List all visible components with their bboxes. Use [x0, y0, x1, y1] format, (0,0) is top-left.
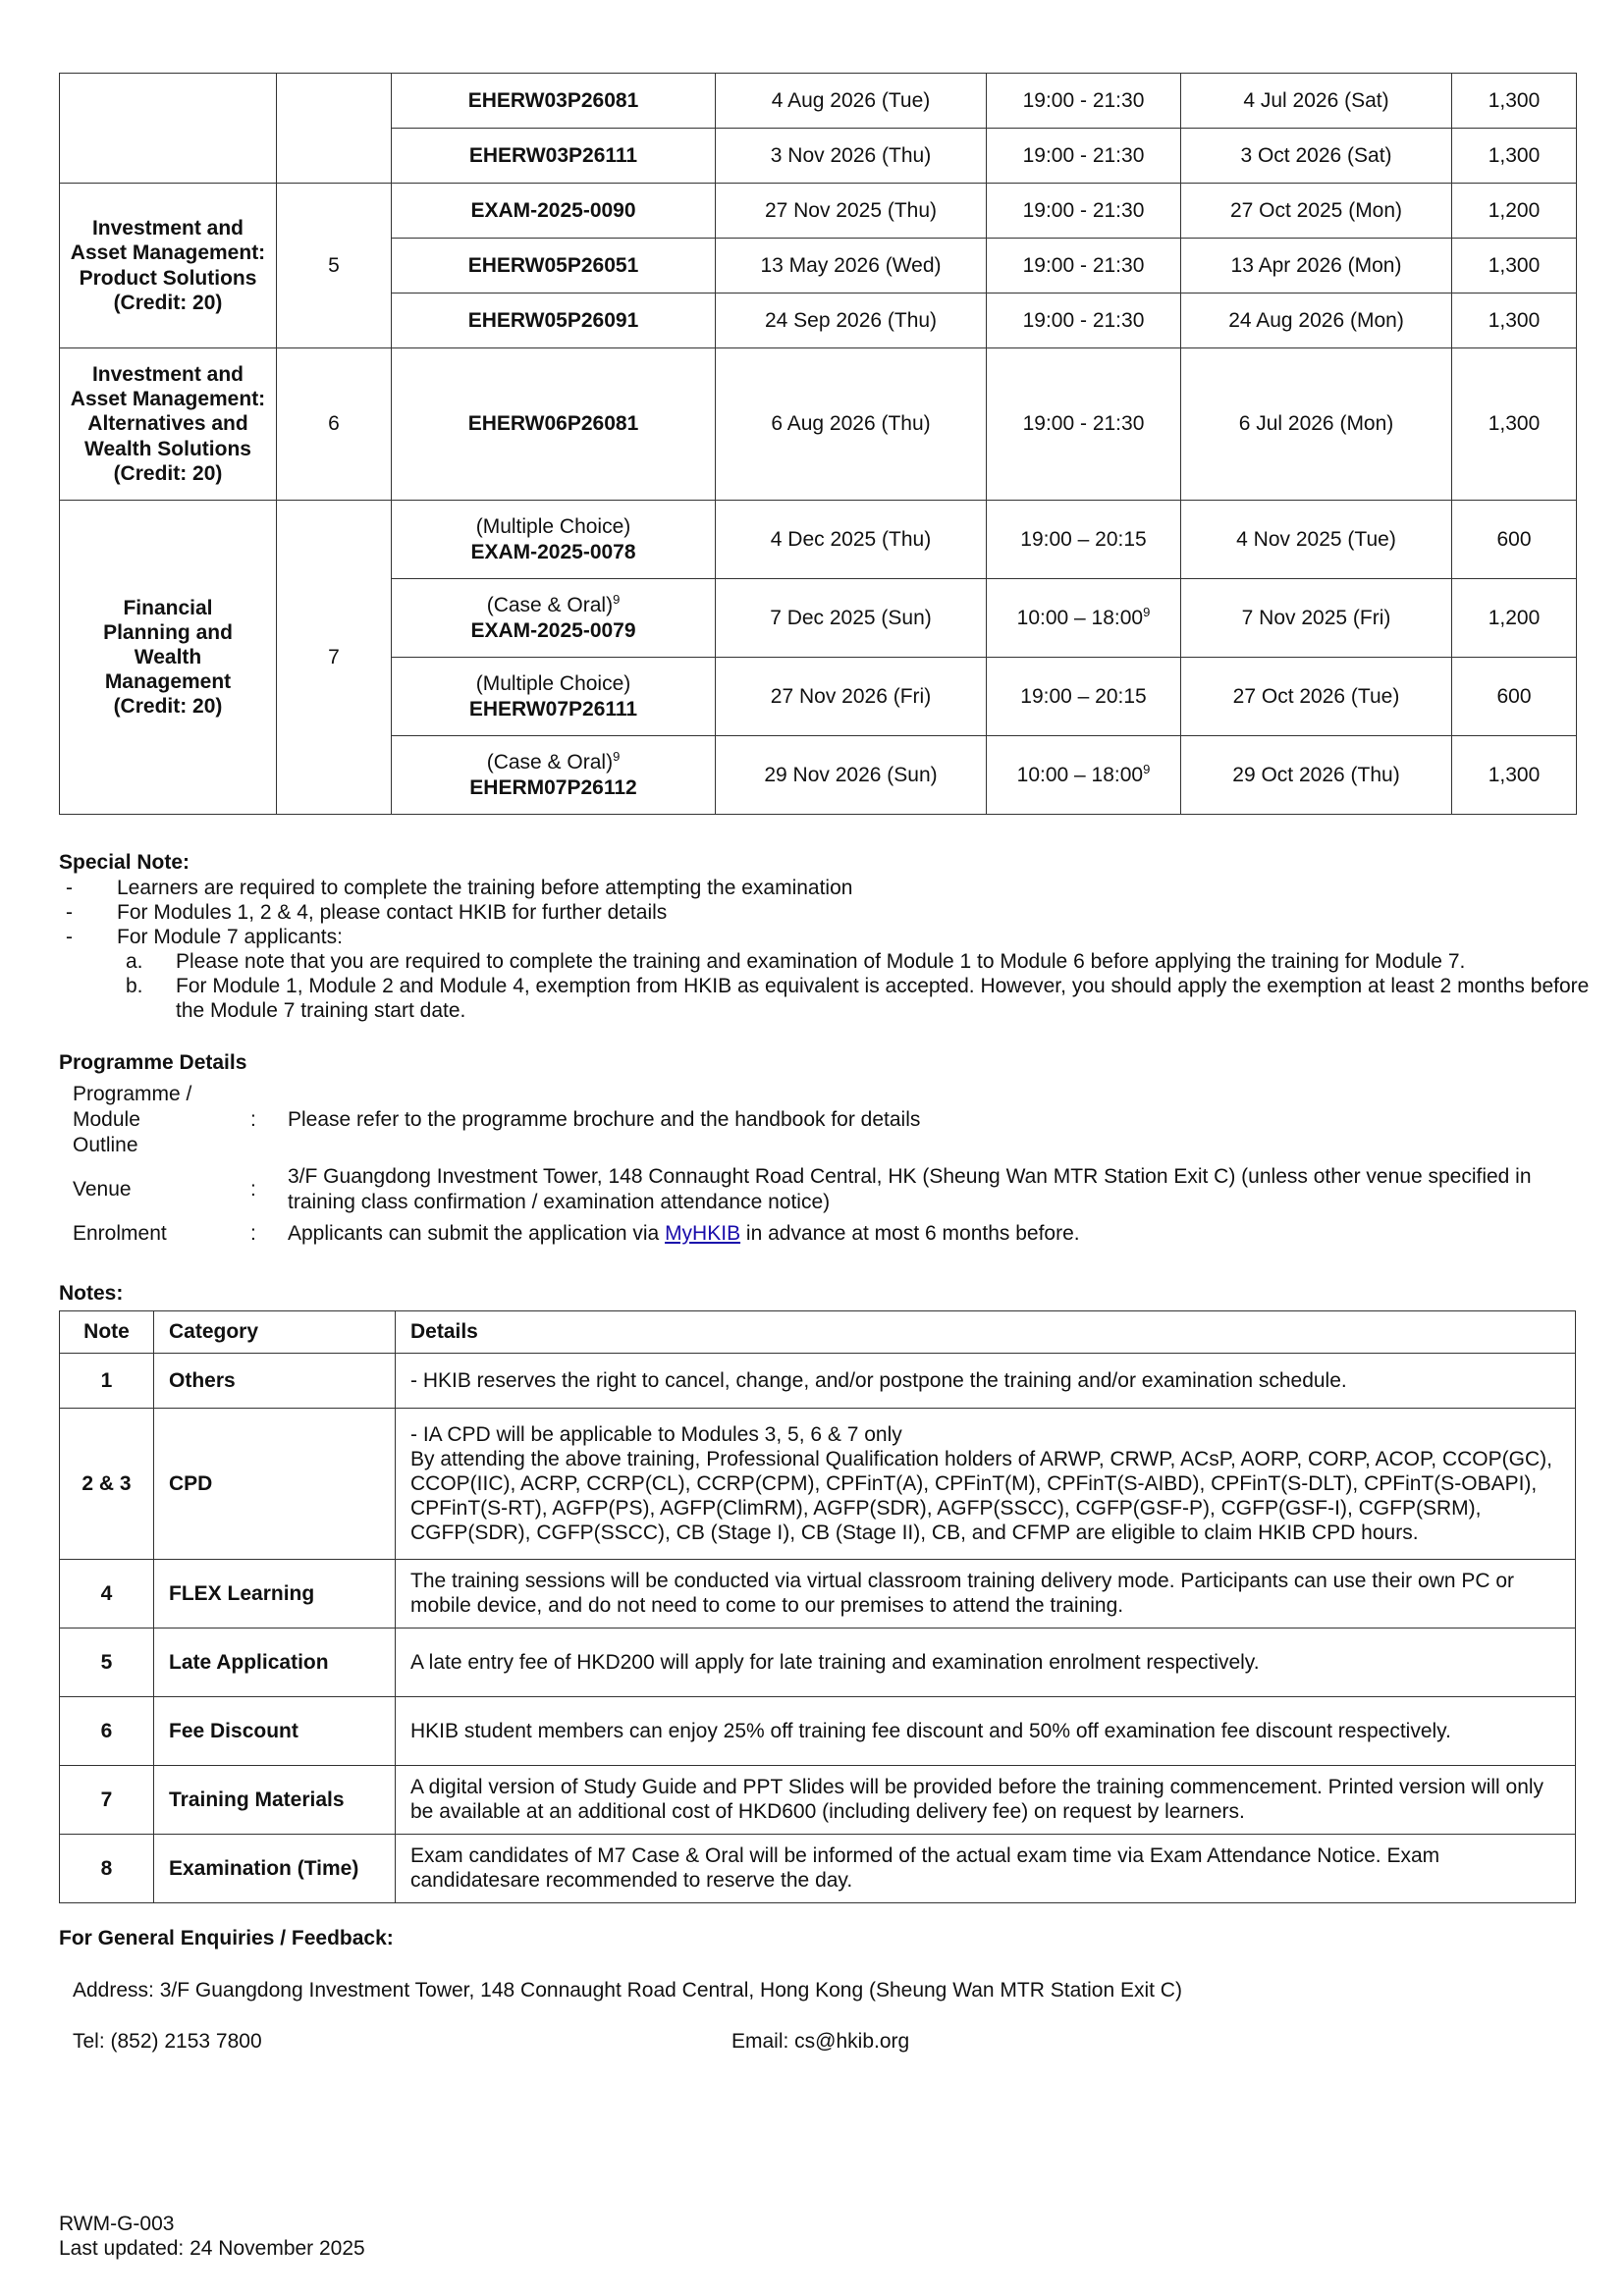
- footnote-ref: 9: [1143, 604, 1151, 619]
- schedule-section: [59, 73, 1576, 815]
- exam-date-cell: 27 Nov 2026 (Fri): [716, 658, 987, 736]
- exam-type-label: (Case & Oral)$^9$: [486, 748, 621, 774]
- table-row: 4 FLEX Learning The training sessions will be conducted via virtual classroom training delivery mode. Participants can use their own PC or mobile device, and do not need to come to our premises to attend the training.: [60, 1559, 1576, 1628]
- exam-type-label: (Multiple Choice): [475, 514, 631, 538]
- exam-date-cell: 3 Nov 2026 (Thu): [716, 129, 987, 184]
- table-row: 8 Examination (Time) Exam candidates of M7 Case & Oral will be informed of the actual exam time via Exam Attendance Notice. Exam candidatesare recommended to reserve the day.: [60, 1834, 1576, 1902]
- exam-date-cell: 27 Nov 2025 (Thu): [716, 184, 987, 239]
- deadline-cell: 24 Aug 2026 (Mon): [1181, 294, 1452, 348]
- fee-cell: 600: [1452, 658, 1577, 736]
- enquiries-contact-row: [59, 2029, 1591, 2055]
- time-cell: 19:00 - 21:30: [987, 74, 1181, 129]
- bullet-dash: -: [66, 900, 73, 924]
- class-code-cell: EHERW03P26111: [392, 129, 716, 184]
- deadline-cell: 6 Jul 2026 (Mon): [1181, 348, 1452, 501]
- enrolment-row: Enrolment : Applicants can submit the application via MyHKIB in advance at most 6 months before.: [59, 1221, 1591, 1247]
- fee-cell: 1,300: [1452, 736, 1577, 815]
- class-code-cell: EHERW05P26051: [392, 239, 716, 294]
- column-header-note: Note: [60, 1310, 154, 1353]
- time-cell: 19:00 - 21:30: [987, 184, 1181, 239]
- programme-details-section: [59, 1050, 1591, 1247]
- enrolment-label: Enrolment: [73, 1221, 167, 1245]
- exam-type-label: (Case & Oral)$^9$: [486, 591, 621, 616]
- fee-cell: 1,200: [1452, 579, 1577, 658]
- footnote-ref: 9: [613, 591, 621, 607]
- deadline-cell: 13 Apr 2026 (Mon): [1181, 239, 1452, 294]
- table-row: [60, 74, 1577, 129]
- venue-label: Venue: [73, 1177, 132, 1201]
- special-note-list: [59, 876, 1591, 949]
- exam-date-cell: 29 Nov 2026 (Sun): [716, 736, 987, 815]
- deadline-cell: 4 Nov 2025 (Tue): [1181, 501, 1452, 579]
- fee-cell: 600: [1452, 501, 1577, 579]
- exam-date-cell: 24 Sep 2026 (Thu): [716, 294, 987, 348]
- enrolment-value: Applicants can submit the application via MyHKIB in advance at most 6 months before.: [288, 1221, 1080, 1245]
- time-cell: 19:00 – 20:15: [987, 658, 1181, 736]
- notes-section: [59, 1281, 1576, 1903]
- time-cell: 19:00 - 21:30: [987, 348, 1181, 501]
- class-code: EXAM-2025-0078: [470, 540, 636, 563]
- class-code-cell: [392, 579, 716, 658]
- footnote-ref: 9: [613, 748, 621, 764]
- venue-value: 3/F Guangdong Investment Tower, 148 Connaught Road Central, HK (Sheung Wan MTR Station Exit C) (unless other venue specified in training class confirmation / examination attendance notice): [288, 1164, 1532, 1213]
- list-item: - For Module 7 applicants:: [66, 925, 343, 948]
- table-row: 5 Late Application A late entry fee of HKD200 will apply for late training and examination enrolment respectively.: [60, 1628, 1576, 1696]
- exam-date-cell: 13 May 2026 (Wed): [716, 239, 987, 294]
- class-code-cell: EHERW06P26081: [392, 348, 716, 501]
- time-cell: 19:00 - 21:30: [987, 129, 1181, 184]
- exam-date-cell: 7 Dec 2025 (Sun): [716, 579, 987, 658]
- list-item: - Learners are required to complete the training before attempting the examination: [66, 876, 853, 899]
- table-row: [60, 348, 1577, 501]
- deadline-cell: 29 Oct 2026 (Thu): [1181, 736, 1452, 815]
- fee-cell: 1,300: [1452, 348, 1577, 501]
- table-row: 7 Training Materials A digital version of Study Guide and PPT Slides will be provided before the training commencement. Printed version will only be available at an additional cost of HKD600 (including delivery fee) on request by learners.: [60, 1765, 1576, 1834]
- last-updated: Last updated: 24 November 2025: [59, 2237, 365, 2260]
- fee-cell: 1,300: [1452, 294, 1577, 348]
- time-cell: 19:00 - 21:30: [987, 239, 1181, 294]
- list-item: b. For Module 1, Module 2 and Module 4, exemption from HKIB as equivalent is accepted. However, you should apply the exemption at least 2 months before the Module 7 training start date.: [126, 974, 1590, 1022]
- class-code: EHERM07P26112: [469, 775, 637, 799]
- column-header-category: Category: [154, 1310, 396, 1353]
- enquiries-tel: Tel: (852) 2153 7800: [73, 2030, 262, 2054]
- document-footer: [59, 2212, 365, 2261]
- special-note-title: Special Note:: [59, 851, 190, 874]
- deadline-cell: 4 Jul 2026 (Sat): [1181, 74, 1452, 129]
- module-number-cell: [277, 74, 392, 184]
- deadline-cell: 27 Oct 2025 (Mon): [1181, 184, 1452, 239]
- exam-date-cell: 6 Aug 2026 (Thu): [716, 348, 987, 501]
- module-number-cell: 6: [277, 348, 392, 501]
- exam-date-cell: 4 Aug 2026 (Tue): [716, 74, 987, 129]
- document-code: RWM-G-003: [59, 2213, 175, 2235]
- table-row: 1 Others - HKIB reserves the right to cancel, change, and/or postpone the training and/or examination schedule.: [60, 1353, 1576, 1408]
- enquiries-address: Address: 3/F Guangdong Investment Tower, 148 Connaught Road Central, Hong Kong (Sheung Wan MTR Station Exit C): [73, 1978, 1182, 2002]
- time-cell: 19:00 – 20:15: [987, 501, 1181, 579]
- notes-table: [59, 1310, 1576, 1903]
- class-code-cell: [392, 736, 716, 815]
- column-header-details: Details: [396, 1310, 1576, 1353]
- schedule-table: [59, 73, 1577, 815]
- myhkib-link[interactable]: MyHKIB: [665, 1221, 741, 1245]
- fee-cell: 1,300: [1452, 129, 1577, 184]
- class-code-cell: [392, 658, 716, 736]
- class-code-cell: EHERW03P26081: [392, 74, 716, 129]
- deadline-cell: 7 Nov 2025 (Fri): [1181, 579, 1452, 658]
- footnote-ref: 9: [1143, 761, 1151, 776]
- table-header-row: [60, 1310, 1576, 1353]
- bullet-dash: -: [66, 876, 73, 899]
- module-name-cell: [60, 74, 277, 184]
- enquiries-email: Email: cs@hkib.org: [731, 2030, 910, 2054]
- exam-type-label: (Multiple Choice): [475, 671, 631, 695]
- time-cell: 10:00 – $18:00^9$: [987, 736, 1181, 815]
- module7-sublist: [59, 949, 1591, 1023]
- table-row: [60, 501, 1577, 579]
- fee-cell: 1,300: [1452, 74, 1577, 129]
- module-name-cell: Financial Planning and Wealth Management (Credit: 20): [60, 501, 277, 815]
- special-note-section: [59, 850, 1591, 1023]
- notes-title: Notes:: [59, 1282, 124, 1305]
- fee-cell: 1,300: [1452, 239, 1577, 294]
- fee-cell: 1,200: [1452, 184, 1577, 239]
- enquiries-section: [59, 1926, 1591, 2055]
- class-code-cell: EHERW05P26091: [392, 294, 716, 348]
- class-code: EXAM-2025-0079: [470, 618, 636, 642]
- programme-details-title: Programme Details: [59, 1051, 247, 1074]
- module-number-cell: 5: [277, 184, 392, 348]
- outline-value: Please refer to the programme brochure and the handbook for details: [288, 1107, 921, 1131]
- enquiries-title: For General Enquiries / Feedback:: [59, 1927, 394, 1949]
- exam-date-cell: 4 Dec 2025 (Thu): [716, 501, 987, 579]
- deadline-cell: 27 Oct 2026 (Tue): [1181, 658, 1452, 736]
- module-number-cell: 7: [277, 501, 392, 815]
- list-item: - For Modules 1, 2 & 4, please contact HKIB for further details: [66, 900, 668, 924]
- class-code-cell: EXAM-2025-0090: [392, 184, 716, 239]
- class-code: EHERW07P26111: [468, 697, 638, 721]
- module-name-cell: Investment and Asset Management: Alternatives and Wealth Solutions (Credit: 20): [60, 348, 277, 501]
- table-row: [60, 184, 1577, 239]
- time-cell: 19:00 - 21:30: [987, 294, 1181, 348]
- outline-label: Programme / Module Outline: [73, 1082, 192, 1156]
- module-name-cell: Investment and Asset Management: Product Solutions (Credit: 20): [60, 184, 277, 348]
- time-cell: 10:00 – $18:00^9$: [987, 579, 1181, 658]
- venue-row: Venue : 3/F Guangdong Investment Tower, 148 Connaught Road Central, HK (Sheung Wan MTR Station Exit C) (unless other venue specified in training class confirmation / examination attendance notice): [59, 1164, 1591, 1215]
- outline-row: Programme / Module Outline : Please refer to the programme brochure and the handbook for details: [59, 1082, 1591, 1158]
- bullet-dash: -: [66, 925, 73, 948]
- list-item: a. Please note that you are required to complete the training and examination of Module 1 to Module 6 before applying the training for Module 7.: [126, 949, 1466, 973]
- table-row: 2 & 3 CPD - IA CPD will be applicable to Modules 3, 5, 6 & 7 only By attending the above training, Professional Qualification holders of ARWP, CRWP, ACsP, AORP, CORP, ACOP, CCOP(GC), CCOP(IIC), ACRP, CCRP(CL), CCRP(CPM), CPFinT(A), CPFinT(M), CPFinT(S-AIBD), CPFinT(S-DLT), CPFinT(S-OBAPI), CPFinT(S-RT), AGFP(PS), AGFP(ClimRM), AGFP(SDR), AGFP(SSCC), CGFP(GSF-P), CGFP(GSF-I), CGFP(SRM), CGFP(SDR), CGFP(SSCC), CB (Stage I), CB (Stage II), CB, and CFMP are eligible to claim HKIB CPD hours.: [60, 1408, 1576, 1559]
- class-code-cell: [392, 501, 716, 579]
- deadline-cell: 3 Oct 2026 (Sat): [1181, 129, 1452, 184]
- table-row: 6 Fee Discount HKIB student members can enjoy 25% off training fee discount and 50% off examination fee discount respectively.: [60, 1696, 1576, 1765]
